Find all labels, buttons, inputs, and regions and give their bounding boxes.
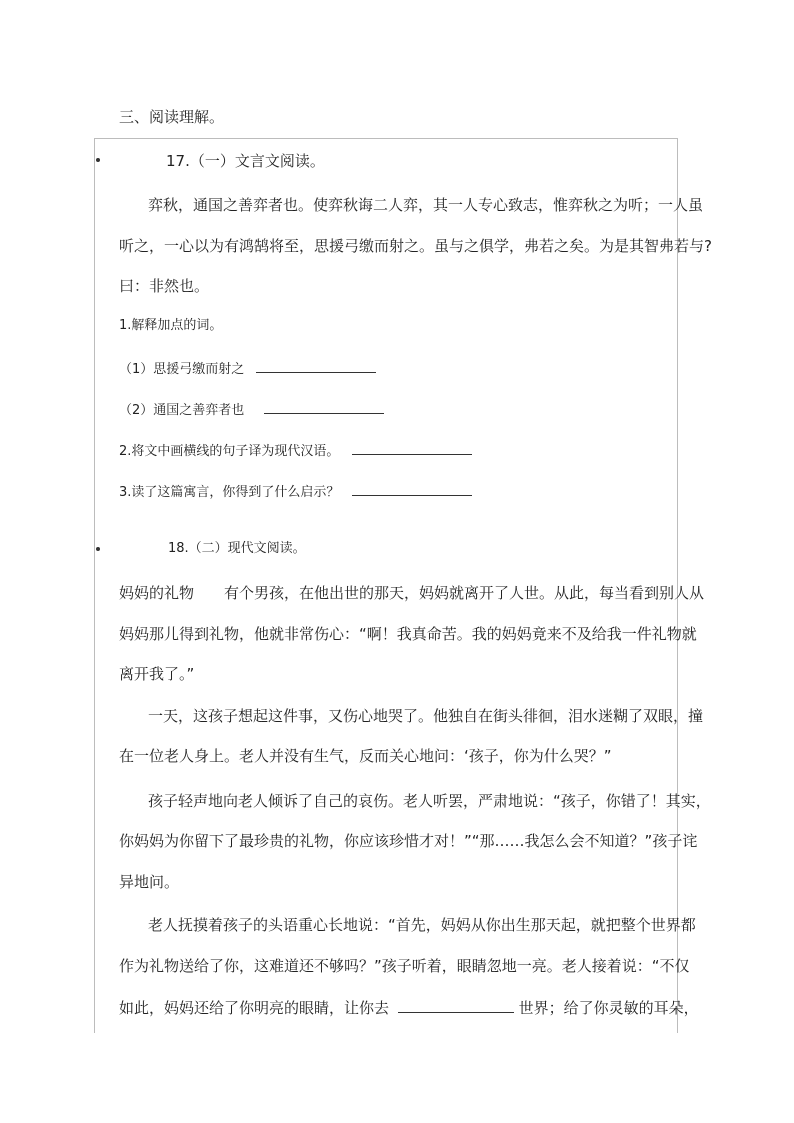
question-1a-text: （1）思援弓缴而射之 <box>119 362 245 377</box>
passage-line: 一天，这孩子想起这件事，又伤心地哭了。他独自在街头徘徊，泪水迷糊了双眼，撞 <box>148 707 704 725</box>
question-3-text: 3.读了这篇寓言，你得到了什么启示？ <box>119 485 340 500</box>
bullet-icon <box>96 547 100 551</box>
passage-line-start: 如此，妈妈还给了你明亮的眼睛，让你去 <box>119 999 390 1017</box>
question-1b <box>119 401 384 420</box>
passage-line: 妈妈的礼物 有个男孩，在他出世的那天，妈妈就离开了人世。从此，每当看到别人从 <box>119 584 705 602</box>
passage-line: 异地问。 <box>119 873 180 891</box>
passage-line: 老人抚摸着孩子的头语重心长地说：“首先，妈妈从你出生那天起，就把整个世界都 <box>148 916 696 934</box>
question-1b-text: （2）通国之善弈者也 <box>119 403 245 418</box>
question-18-heading: 18.（二）现代文阅读。 <box>168 541 306 556</box>
passage-line: 离开我了。” <box>119 665 195 683</box>
bullet-icon <box>96 158 100 162</box>
passage-line-end: 世界；给了你灵敏的耳朵， <box>518 999 699 1017</box>
passage-line: 弈秋，通国之善弈者也。使弈秋诲二人弈，其一人专心致志，惟弈秋之为听；一人虽 <box>148 196 704 214</box>
question-17-heading: 17.（一）文言文阅读。 <box>166 152 325 170</box>
passage-line: 妈妈那儿得到礼物，他就非常伤心：“啊！我真命苦。我的妈妈竟来不及给我一件礼物就 <box>119 625 697 643</box>
section-title: 三、阅读理解。 <box>119 108 225 126</box>
answer-blank-2[interactable] <box>352 442 472 455</box>
passage-line: 作为礼物送给了你，这难道还不够吗？”孩子听着，眼睛忽地一亮。老人接着说：“不仅 <box>119 957 690 975</box>
passage-line: 孩子轻声地向老人倾诉了自己的哀伤。老人听罢，严肃地说：“孩子，你错了！其实， <box>148 792 711 810</box>
question-1: 1.解释加点的词。 <box>119 318 223 333</box>
answer-blank-1a[interactable] <box>256 360 376 373</box>
question-2 <box>119 442 472 461</box>
answer-blank-passage[interactable] <box>398 1000 514 1013</box>
passage-line: 听之，一心以为有鸿鹄将至，思援弓缴而射之。虽与之俱学，弗若之矣。为是其智弗若与? <box>119 237 712 255</box>
question-3 <box>119 483 472 502</box>
passage-line: 曰：非然也。 <box>119 277 210 295</box>
answer-blank-1b[interactable] <box>264 401 384 414</box>
passage-line: 在一位老人身上。老人并没有生气，反而关心地问：‘孩子，你为什么哭？” <box>119 747 612 765</box>
question-1a <box>119 360 376 379</box>
answer-blank-3[interactable] <box>352 483 472 496</box>
passage-line: 你妈妈为你留下了最珍贵的礼物，你应该珍惜才对！”“那……我怎么会不知道？”孩子诧 <box>119 832 698 850</box>
question-2-text: 2.将文中画横线的句子译为现代汉语。 <box>119 444 340 459</box>
passage-line-with-blank <box>119 998 699 1018</box>
